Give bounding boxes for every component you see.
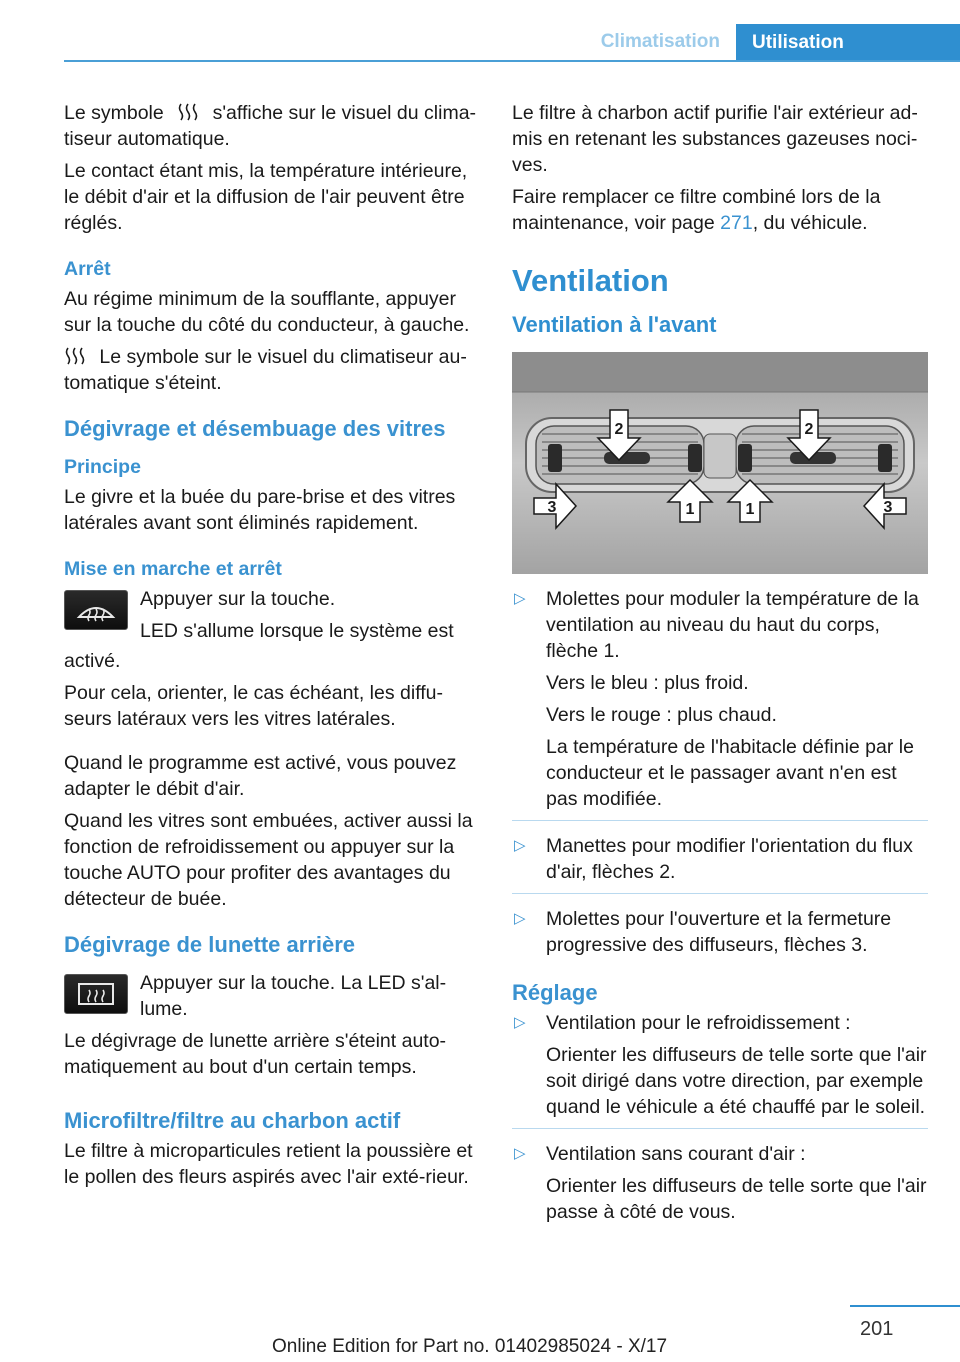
lunette-text: Le dégivrage de lunette arrière s'éteint auto-matiquement au bout d'un certain temps.: [64, 1030, 447, 1078]
mise-text-2: Quand le programme est activé, vous pouvez adapter le débit d'air.: [64, 752, 457, 800]
vent-label: 2: [614, 421, 624, 438]
triangle-bullet-icon: ▷: [514, 590, 526, 607]
list-item: ▷ Molettes pour moduler la température de la ventilation au niveau du haut du corps, flèche 1. Vers le bleu : plus froid. Vers le rouge : plus chaud. La température de l'habitacle définie par le conducteur et le passager avant n'en est pas modifiée.: [514, 588, 919, 810]
reglage-heading: Réglage: [512, 980, 598, 1005]
mise-btn-cont: activé.: [64, 650, 121, 672]
section-tab[interactable]: Climatisation: [600, 31, 720, 52]
rear-defrost-row: Appuyer sur la touche. La LED s'al-lume.: [64, 970, 480, 1022]
list-separator: [512, 1128, 928, 1129]
micro-text: Le filtre à microparticules retient la poussière et le pollen des fleurs aspirés avec l'air exté-rieur.: [64, 1140, 473, 1188]
vent-label: 1: [745, 501, 755, 518]
vent-label: 2: [804, 421, 814, 438]
triangle-bullet-icon: ▷: [514, 1014, 526, 1031]
mise-text-1: Pour cela, orienter, le cas échéant, les diffu-seurs latéraux vers les vitres latérales.: [64, 682, 444, 730]
footer-rule: [850, 1305, 960, 1307]
arret-text: Au régime minimum de la soufflante, appuyer sur la touche du côté du conducteur, à gauche.: [64, 288, 470, 336]
heat-waves-icon: [64, 347, 86, 365]
vent-label: 1: [685, 501, 695, 518]
vents-list: [512, 586, 928, 958]
degivrage-heading: Dégivrage et désembuage des vitres: [64, 416, 446, 441]
ventilation-heading: Ventilation: [512, 263, 669, 298]
arret-symbol-text: Le symbole sur le visuel du climatiseur au-tomatique s'éteint.: [64, 346, 467, 394]
edition-text: Online Edition for Part no. 01402985024 - X/17: [272, 1336, 668, 1357]
triangle-bullet-icon: ▷: [514, 837, 526, 854]
page-header: [64, 24, 960, 62]
remplacer-text: Faire remplacer ce filtre combiné lors de la maintenance, voir page 271, du véhicule.: [512, 186, 881, 234]
list-separator: [512, 893, 928, 894]
windshield-defrost-button-icon: [64, 590, 128, 630]
intro-paragraph-2: Le contact étant mis, la température intérieure, le débit d'air et la diffusion de l'air peuvent être réglés.: [64, 160, 468, 234]
heat-waves-icon: [177, 103, 199, 121]
list-item: ▷ Manettes pour modifier l'orientation du flux d'air, flèches 2.: [514, 835, 913, 883]
right-column: [512, 100, 928, 1231]
reglage-list: [512, 1010, 928, 1225]
left-column: [64, 100, 480, 1196]
page-number: 201: [860, 1318, 894, 1340]
arret-heading: Arrêt: [64, 258, 111, 280]
list-item: ▷ Ventilation pour le refroidissement : Orienter les diffuseurs de telle sorte que l'air soit dirigé dans votre direction, par exemple quand le véhicule a été chauffé par le soleil.: [514, 1012, 927, 1118]
vent-label: 3: [883, 499, 893, 516]
micro-heading: Microfiltre/filtre au charbon actif: [64, 1108, 401, 1133]
list-item: ▷ Molettes pour l'ouverture et la fermeture progressive des diffuseurs, flèches 3.: [514, 908, 892, 956]
windshield-defrost-row: Appuyer sur la touche. LED s'allume lorsque le système est: [64, 586, 480, 644]
mise-text-3: Quand les vitres sont embuées, activer aussi la fonction de refroidissement ou appuyer sur la touche AUTO pour profiter des avantages du détecteur de buée.: [64, 810, 473, 910]
principe-heading: Principe: [64, 456, 141, 478]
list-item: ▷ Ventilation sans courant d'air : Orienter les diffuseurs de telle sorte que l'air passe à côté de vous.: [514, 1143, 927, 1223]
list-separator: [512, 820, 928, 821]
principe-text: Le givre et la buée du pare-brise et des vitres latérales avant sont éliminés rapidement.: [64, 486, 456, 534]
active-tab[interactable]: Utilisation: [736, 24, 960, 62]
vent-label: 3: [547, 499, 557, 516]
ventilation-avant-heading: Ventilation à l'avant: [512, 312, 717, 337]
mise-heading: Mise en marche et arrêt: [64, 558, 282, 580]
triangle-bullet-icon: ▷: [514, 1145, 526, 1162]
rear-window-defrost-button-icon: [64, 974, 128, 1014]
lunette-heading: Dégivrage de lunette arrière: [64, 932, 356, 957]
triangle-bullet-icon: ▷: [514, 910, 526, 927]
front-vents-photo: [512, 352, 928, 574]
header-rule: [64, 60, 960, 62]
filtre-text: Le filtre à charbon actif purifie l'air extérieur ad-mis en retenant les substances gazeuses noci-ves.: [512, 102, 918, 176]
intro-paragraph: Le symbole s'affiche sur le visuel du clima-tiseur automatique.: [64, 102, 477, 150]
page-link[interactable]: 271: [720, 212, 753, 234]
